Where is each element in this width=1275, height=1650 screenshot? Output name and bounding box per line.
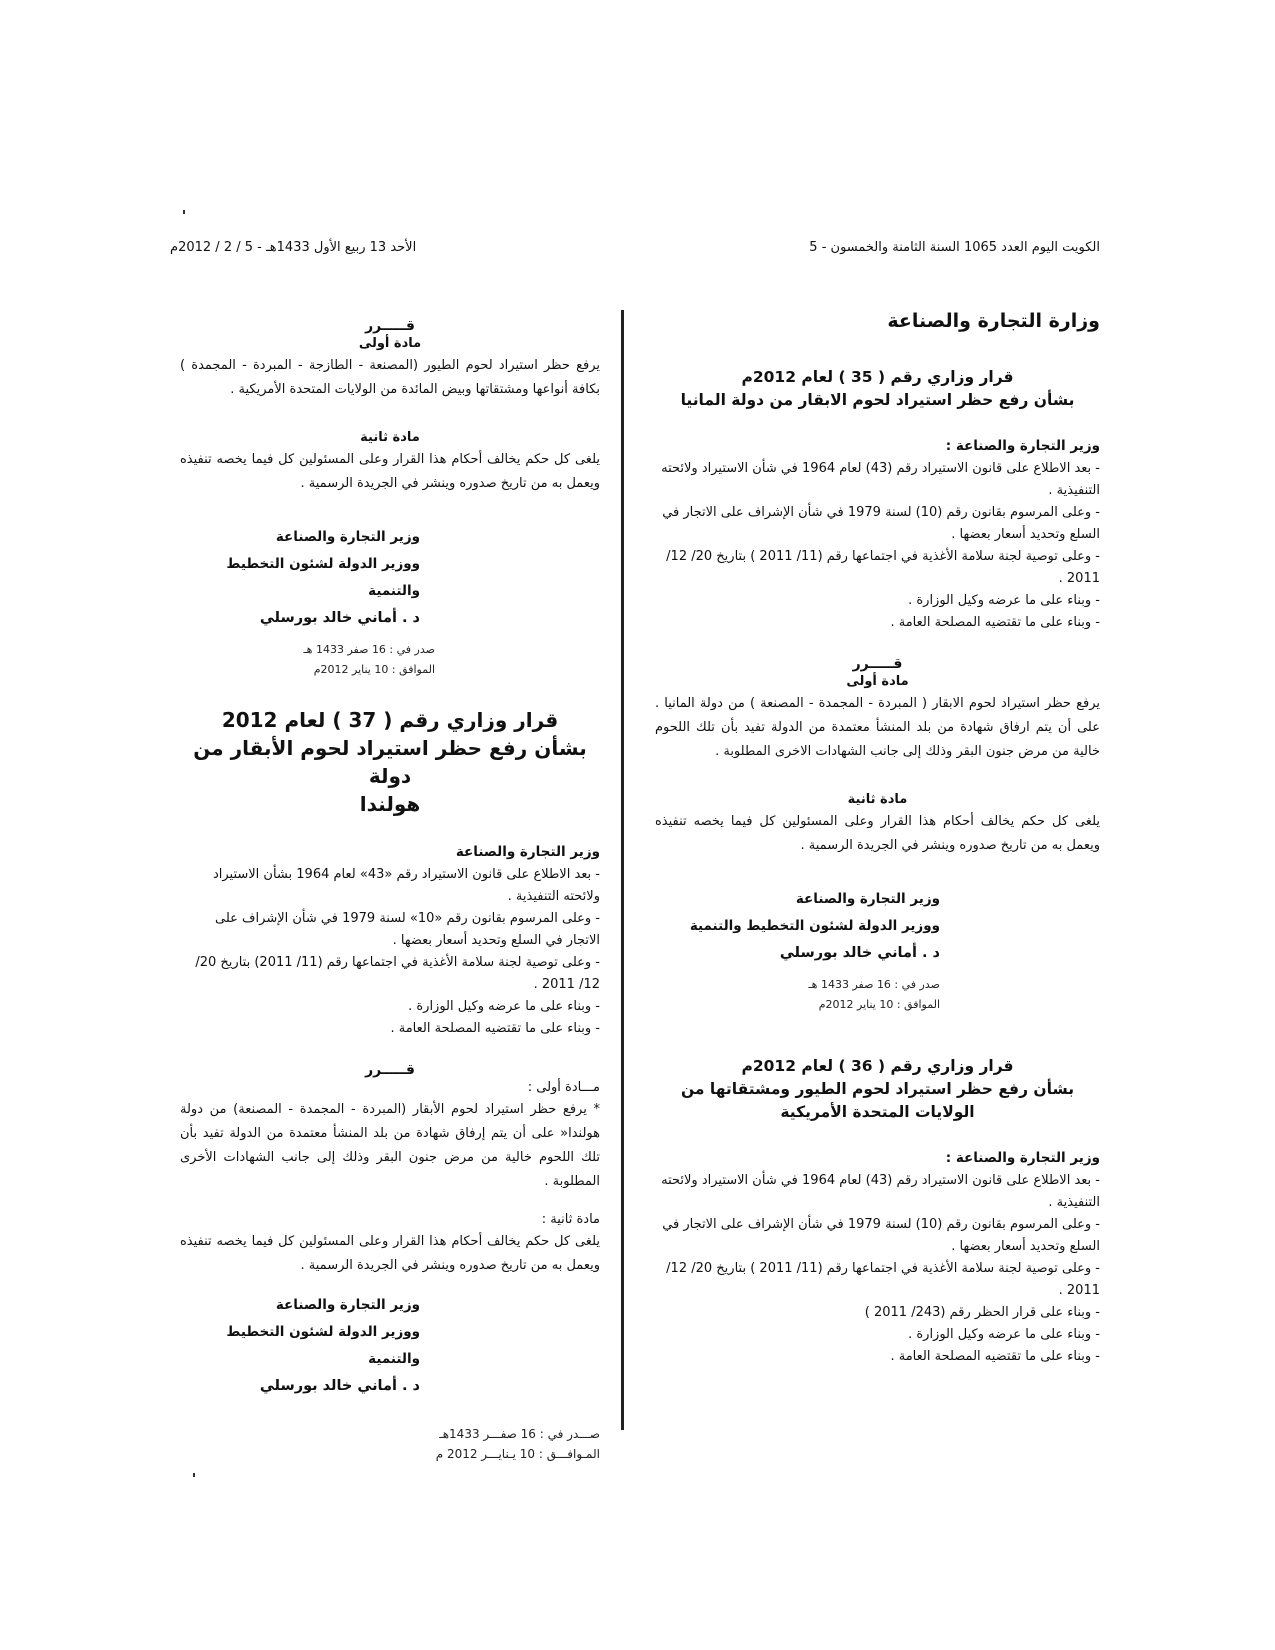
decision-35-article-1-text: يرفع حظر استيراد لحوم الابقار ( المبردة - المجمدة - المصنعة ) من دولة المانيا . على أن يتم ارفاق شهادة من بلد المنشأ معتمدة من الدولة تفيد بأن تلك اللحوم خالية من مرض جنون البقر وذلك إلى جانب الشهادات الاخرى المطلوبة . [655, 696, 1100, 759]
signature-name: د . أماني خالد بورسلي [259, 1378, 420, 1394]
decision-35-title [655, 366, 1100, 412]
issued-hijri: صدر في : 16 صفر 1433 هـ [808, 978, 940, 991]
decision-36-article-1-text: يرفع حظر استيراد لحوم الطيور (المصنعة - الطازجة - المبردة - المجمدة ) بكافة أنواعها ومشتقاتها وبيض المائدة من الولايات المتحدة الأمريكية . [180, 358, 600, 397]
signature-name: د . أماني خالد بورسلي [779, 945, 940, 961]
decision-36-article-2-text: يلغى كل حكم يخالف أحكام هذا القرار وعلى المسئولين كل فيما يخصه تنفيذه ويعمل به من تاريخ صدوره وينشر في الجريدة الرسمية . [180, 452, 600, 491]
decision-36-decided: قـــــرر [365, 318, 415, 334]
decision-35-decided: قـــــرر [852, 656, 903, 672]
decision-36-number: قرار وزاري رقم ( 36 ) لعام 2012م [741, 1057, 1014, 1075]
decision-36-subject: بشأن رفع حظر استيراد لحوم الطيور ومشتقاتها من [680, 1080, 1075, 1098]
decision-36-article-1-title: مادة أولى [358, 336, 422, 351]
decision-36-issued [180, 640, 435, 680]
preamble-item: - وعلى المرسوم بقانون رقم (10) لسنة 1979 في شأن الإشراف على الاتجار في السلع وتحديد أسعار بعضها . [662, 1217, 1100, 1254]
decision-37-minister: وزير التجارة والصناعة [455, 844, 600, 860]
preamble-item: - وبناء على ما عرضه وكيل الوزارة . [908, 593, 1100, 608]
preamble-item: - بعد الاطلاع على قانون الاستيراد رقم (43) لعام 1964 في شأن الاستيراد ولائحته التنفيذية . [661, 1173, 1100, 1210]
decision-36-subject-2: الولايات المتحدة الأمريكية [780, 1103, 975, 1121]
column-divider [621, 310, 624, 1430]
decision-37-subject: بشأن رفع حظر استيراد لحوم الأبقار من دولة [193, 736, 587, 788]
decision-36-minister: وزير التجارة والصناعة : [945, 1150, 1100, 1166]
header-date: الأحد 13 ربيع الأول 1433هـ - 5 / 2 / 2012م [170, 240, 417, 255]
preamble-item: - وعلى المرسوم بقانون رقم (10) لسنة 1979 في شأن الإشراف على الاتجار في السلع وتحديد أسعار بعضها . [662, 505, 1100, 542]
signature-name: د . أماني خالد بورسلي [259, 610, 420, 626]
decision-35-signature [655, 886, 940, 967]
scan-mark [183, 210, 185, 214]
preamble-item: - وبناء على ما تقتضيه المصلحة العامة . [390, 1021, 600, 1036]
preamble-item: - وعلى توصية لجنة سلامة الأغذية في اجتماعها رقم (11/ 2011 ) بتاريخ 20/ 12/ 2011 . [666, 549, 1100, 586]
decision-35-article-2-text: يلغى كل حكم يخالف أحكام هذا القرار وعلى المسئولين كل فيما يخصه تنفيذه ويعمل به من تاريخ صدوره وينشر في الجريدة الرسمية . [655, 814, 1100, 853]
signature-title-2: ووزير الدولة لشئون التخطيط والتنمية [226, 1324, 420, 1367]
decision-37-article-2-title: مادة ثانية : [541, 1212, 600, 1227]
decision-35-article-2-title: مادة ثانية [847, 792, 908, 807]
left-column [180, 318, 600, 1464]
scan-mark [193, 1473, 195, 1477]
decision-36-signature [180, 524, 420, 632]
preamble-item: - وبناء على ما عرضه وكيل الوزارة . [908, 1327, 1100, 1342]
page-header [170, 240, 1100, 264]
preamble-item: - بعد الاطلاع على قانون الاستيراد رقم (43) لعام 1964 في شأن الاستيراد ولائحته التنفيذية . [661, 461, 1100, 498]
header-issue: الكويت اليوم العدد 1065 السنة الثامنة والخمسون - 5 [809, 240, 1100, 255]
decision-37-subject-2: هولندا [359, 792, 421, 816]
right-column [655, 310, 1100, 1368]
decision-35-article-1-title: مادة أولى [846, 674, 909, 689]
preamble-item: - وبناء على ما عرضه وكيل الوزارة . [408, 999, 600, 1014]
issued-gregorian: المـوافـــق : 10 يـنايـــر 2012 م [435, 1447, 600, 1461]
issued-gregorian: الموافق : 10 يناير 2012م [313, 663, 435, 676]
decision-37-number: قرار وزاري رقم ( 37 ) لعام 2012 [221, 708, 559, 732]
signature-title: وزير التجارة والصناعة [275, 1297, 420, 1313]
decision-36-title [655, 1055, 1100, 1124]
signature-title: وزير التجارة والصناعة [795, 891, 940, 907]
decision-37-article-1-text: * يرفع حظر استيراد لحوم الأبقار (المبردة - المجمدة - المصنعة) من دولة هولندا« على أن يتم إرفاق شهادة من بلد المنشأ معتمدة من الدولة تفيد بأن تلك اللحوم خالية من مرض جنون البقر وذلك إلى جانب الشهادات الأخرى المطلوبة . [180, 1102, 600, 1189]
preamble-item: - بعد الاطلاع على قانون الاستيراد رقم «43» لعام 1964 بشأن الاستيراد ولائحته التنفيذية . [212, 867, 600, 904]
preamble-item: - وعلى توصية لجنة سلامة الأغذية في اجتماعها رقم (11/ 2011) بتاريخ 20/ 12/ 2011 . [195, 955, 600, 992]
signature-title-2: ووزير الدولة لشئون التخطيط والتنمية [226, 556, 420, 599]
decision-37-title [180, 706, 600, 818]
issued-gregorian: الموافق : 10 يناير 2012م [818, 998, 940, 1011]
decision-35-issued [655, 975, 940, 1015]
signature-title-2: ووزير الدولة لشئون التخطيط والتنمية [689, 918, 940, 934]
preamble-item: - وبناء على قرار الحظر رقم (243/ 2011 ) [864, 1305, 1100, 1320]
preamble-item: - وعلى المرسوم بقانون رقم «10» لسنة 1979 في شأن الإشراف على الاتجار في السلع وتحديد أسعار بعضها . [215, 911, 600, 948]
decision-35-subject: بشأن رفع حظر استيراد لحوم الابقار من دولة المانيا [680, 391, 1075, 409]
decision-37-decided: قـــــرر [365, 1062, 415, 1078]
decision-37-article-1-title: مـــادة أولى : [527, 1080, 600, 1095]
preamble-item: - وبناء على ما تقتضيه المصلحة العامة . [890, 615, 1100, 630]
preamble-item: - وعلى توصية لجنة سلامة الأغذية في اجتماعها رقم (11/ 2011 ) بتاريخ 20/ 12/ 2011 . [666, 1261, 1100, 1298]
decision-37-issued [180, 1424, 600, 1464]
ministry-heading: وزارة التجارة والصناعة [887, 310, 1100, 332]
issued-hijri: صدر في : 16 صفر 1433 هـ [303, 643, 435, 656]
issued-hijri: صـــدر في : 16 صفـــر 1433هـ [439, 1427, 600, 1441]
preamble-item: - وبناء على ما تقتضيه المصلحة العامة . [890, 1349, 1100, 1364]
signature-title: وزير التجارة والصناعة [275, 529, 420, 545]
decision-35-minister: وزير التجارة والصناعة : [945, 438, 1100, 454]
decision-37-signature [180, 1292, 420, 1400]
decision-35-number: قرار وزاري رقم ( 35 ) لعام 2012م [741, 368, 1014, 386]
decision-37-article-2-text: يلغى كل حكم يخالف أحكام هذا القرار وعلى المسئولين كل فيما يخصه تنفيذه ويعمل به من تاريخ صدوره وينشر في الجريدة الرسمية . [180, 1234, 600, 1273]
decision-36-article-2-title: مادة ثانية [360, 430, 420, 445]
